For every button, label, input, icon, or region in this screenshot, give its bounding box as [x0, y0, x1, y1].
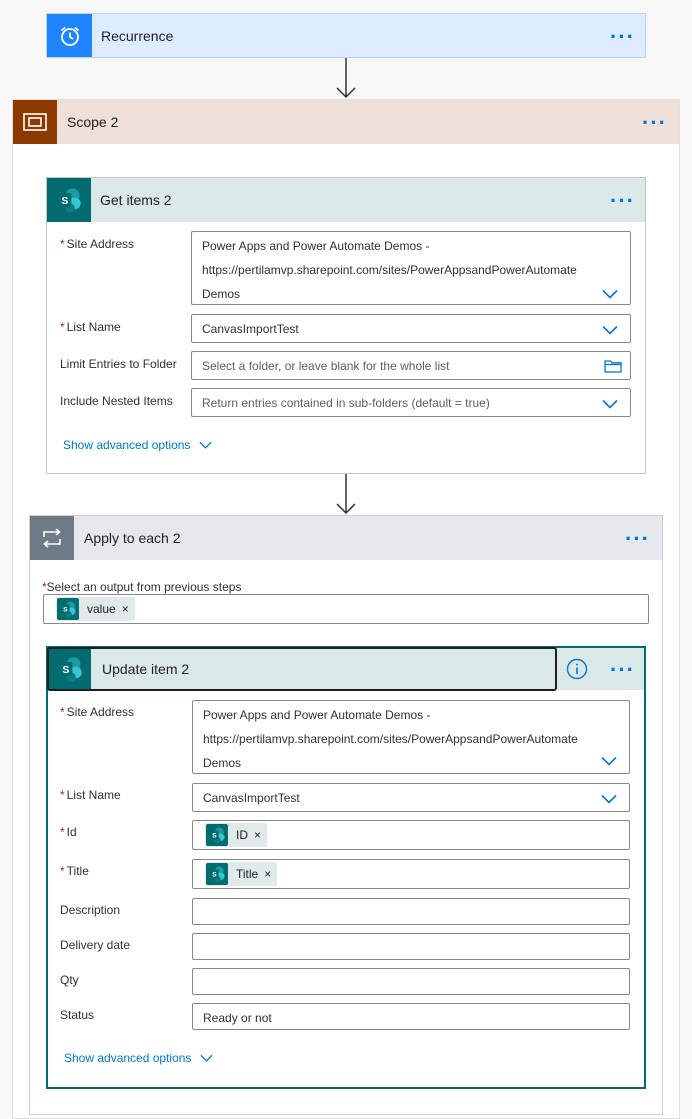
delivery-date-field[interactable] — [192, 933, 630, 960]
token-remove-icon[interactable]: × — [254, 828, 262, 842]
chevron-down-icon — [199, 441, 212, 449]
update-site-address-label: * Site Address — [60, 705, 135, 719]
id-field[interactable] — [192, 820, 630, 850]
sharepoint-icon — [206, 824, 228, 846]
chevron-down-icon[interactable] — [601, 756, 617, 766]
sharepoint-icon — [56, 655, 84, 683]
apply-to-each-header[interactable] — [30, 516, 662, 560]
list-name-label: * List Name — [60, 320, 121, 334]
description-label: Description — [60, 903, 121, 917]
loop-icon — [40, 528, 64, 548]
scope-header[interactable] — [13, 100, 679, 144]
status-field[interactable]: Ready or not — [192, 1003, 630, 1030]
qty-label: Qty — [60, 973, 79, 987]
alarm-clock-icon — [58, 24, 82, 48]
nested-items-label: Include Nested Items — [60, 394, 173, 408]
status-label: Status — [60, 1008, 95, 1022]
get-items-icon-box — [47, 178, 91, 222]
update-list-name-label: * List Name — [60, 788, 121, 802]
connector-arrow — [334, 58, 358, 100]
update-item-title: Update item 2 — [102, 661, 190, 677]
limit-folder-field[interactable]: Select a folder, or leave blank for the whole list — [191, 351, 631, 380]
nested-items-field[interactable]: Return entries contained in sub-folders (default = true) — [191, 388, 631, 417]
get-items-show-advanced[interactable]: Show advanced options — [63, 438, 212, 452]
apply-to-each-icon-box — [30, 516, 74, 560]
apply-to-each-title: Apply to each 2 — [84, 530, 181, 546]
recurrence-card[interactable] — [46, 13, 646, 58]
update-item-icon-box — [49, 649, 91, 689]
description-field[interactable] — [192, 898, 630, 925]
update-site-address-field[interactable]: Power Apps and Power Automate Demos - https://pertilamvp.sharepoint.com/sites/PowerAppsandPowerAutomate Demos — [192, 700, 630, 774]
update-item-show-advanced[interactable]: Show advanced options — [64, 1051, 213, 1065]
apply-to-each-menu-button[interactable]: ··· — [625, 526, 650, 551]
token-remove-icon[interactable]: × — [264, 867, 272, 881]
scope-box-icon — [23, 113, 47, 131]
delivery-date-label: Delivery date — [60, 938, 131, 952]
title-token[interactable]: Title × — [205, 862, 277, 886]
site-address-label: * Site Address — [60, 237, 135, 251]
id-label: * Id — [60, 825, 77, 839]
select-output-field[interactable] — [43, 594, 649, 624]
title-field[interactable] — [192, 859, 630, 889]
list-name-field[interactable]: CanvasImportTest — [191, 314, 631, 343]
update-list-name-field[interactable]: CanvasImportTest — [192, 783, 630, 812]
sharepoint-icon — [57, 598, 79, 620]
chevron-down-icon[interactable] — [602, 289, 618, 299]
connector-arrow — [334, 474, 358, 516]
scope-title: Scope 2 — [67, 114, 119, 130]
info-icon[interactable] — [566, 658, 588, 680]
recurrence-menu-button[interactable]: ··· — [610, 24, 635, 49]
qty-field[interactable] — [192, 968, 630, 995]
limit-folder-label: Limit Entries to Folder — [60, 357, 177, 371]
title-label: * Title — [60, 864, 89, 878]
update-item-header[interactable] — [47, 647, 557, 691]
value-token[interactable]: value × — [56, 597, 135, 621]
recurrence-title: Recurrence — [101, 28, 174, 44]
id-token[interactable]: ID × — [205, 823, 267, 847]
chevron-down-icon — [200, 1054, 213, 1062]
sharepoint-icon — [206, 863, 228, 885]
sharepoint-icon — [55, 186, 83, 214]
chevron-down-icon[interactable] — [601, 794, 617, 804]
site-address-field[interactable]: Power Apps and Power Automate Demos - https://pertilamvp.sharepoint.com/sites/PowerAppsandPowerAutomate Demos — [191, 231, 631, 305]
token-remove-icon[interactable]: × — [121, 602, 129, 616]
select-output-label: *Select an output from previous steps — [42, 580, 242, 594]
get-items-menu-button[interactable]: ··· — [610, 188, 635, 213]
get-items-header[interactable] — [47, 178, 645, 222]
chevron-down-icon[interactable] — [602, 325, 618, 335]
update-item-menu-button[interactable]: ··· — [610, 657, 635, 682]
folder-icon[interactable] — [604, 359, 622, 373]
recurrence-icon-box — [47, 14, 92, 57]
scope-menu-button[interactable]: ··· — [642, 110, 667, 135]
get-items-title: Get items 2 — [100, 192, 172, 208]
scope-icon-box — [13, 100, 57, 144]
chevron-down-icon[interactable] — [602, 399, 618, 409]
